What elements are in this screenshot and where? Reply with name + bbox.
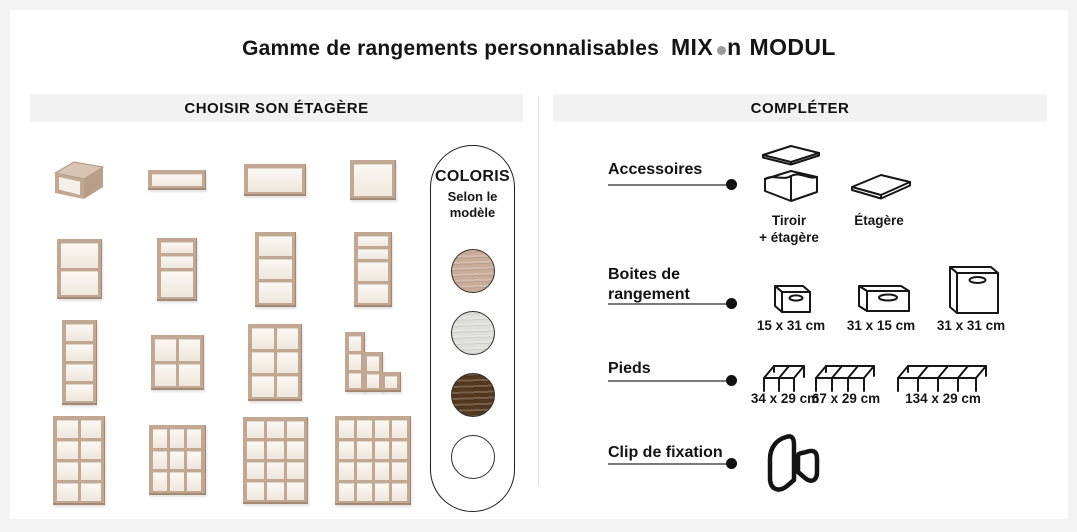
shelf-compartment <box>375 420 390 438</box>
shelf-compartment <box>349 336 361 351</box>
shelf-compartment <box>81 441 102 459</box>
shelf-compartment <box>61 271 98 296</box>
shelf-compartment <box>252 376 274 397</box>
shelf-compartment <box>252 328 274 349</box>
shelf-compartment <box>153 429 167 448</box>
shelf-compartment <box>287 462 304 480</box>
box-31x15-icon <box>853 281 911 315</box>
swatch-light-oak <box>451 249 495 293</box>
shelf-compartment <box>358 249 388 259</box>
shelf-compartment <box>247 462 264 480</box>
shelf-compartment <box>349 354 361 369</box>
shelf-low <box>148 170 206 190</box>
shelf-1x2 <box>57 239 102 299</box>
shelf-compartment <box>61 243 98 268</box>
shelf-compartment <box>170 451 184 470</box>
fixing-clip-leader-line <box>608 463 732 465</box>
shelf-1x2-extra-shelf <box>157 238 197 301</box>
fixing-clip-label: Clip de fixation <box>608 444 723 461</box>
box-15x31-icon <box>770 280 814 316</box>
shelf-compartment <box>287 421 304 439</box>
box-31x31-icon <box>944 263 1000 317</box>
shelf-compartment <box>66 364 93 381</box>
shelf-4x4 <box>335 416 411 505</box>
shelf-compartment <box>57 441 78 459</box>
feet-134x29-icon <box>894 360 990 394</box>
shelf-compartment <box>392 420 407 438</box>
shelf-compartment <box>170 429 184 448</box>
shelf-compartment <box>339 462 354 480</box>
shelf-compartment <box>375 483 390 501</box>
shelf-compartment <box>259 259 292 279</box>
shelf-compartment <box>349 373 361 388</box>
shelf-compartment <box>354 164 392 196</box>
shelf-compartment <box>392 462 407 480</box>
shelf-compartment <box>161 256 193 268</box>
shelf-compartment <box>259 236 292 256</box>
swatch-white <box>451 435 495 479</box>
shelf-compartment <box>81 420 102 438</box>
shelf-compartment <box>187 451 201 470</box>
shelf-compartment <box>357 420 372 438</box>
shelf-compartment <box>339 441 354 459</box>
swatch-dark-walnut <box>451 373 495 417</box>
shelf-2x3 <box>248 324 302 401</box>
feet-label: Pieds <box>608 360 651 377</box>
shelf-compartment <box>247 421 264 439</box>
accessories-label: Accessoires <box>608 161 703 178</box>
feet-34x29-icon <box>760 360 808 394</box>
shelf-3x3 <box>149 425 206 495</box>
shelf-compartment <box>277 352 299 373</box>
shelf-compartment <box>187 429 201 448</box>
cube-angled <box>53 160 105 200</box>
shelf-compartment <box>81 483 102 501</box>
shelf-2x2 <box>151 335 204 390</box>
shelf-compartment <box>392 483 407 501</box>
feet-67x29-icon <box>812 360 878 394</box>
shelf-compartment <box>357 462 372 480</box>
shelf-compartment <box>66 324 93 341</box>
shelf-compartment <box>287 441 304 459</box>
feet-67x29-label: 67 x 29 cm <box>811 391 881 406</box>
shelf-wide <box>244 164 306 196</box>
shelf-1x4 <box>62 320 97 405</box>
shelf-compartment <box>267 462 284 480</box>
shelf-compartment <box>81 462 102 480</box>
shelf-compartment <box>57 420 78 438</box>
shelf-compartment <box>392 441 407 459</box>
shelf-compartment <box>161 242 193 254</box>
shelf-compartment <box>247 441 264 459</box>
shelf-compartment <box>155 364 176 386</box>
shelf-compartment <box>358 262 388 281</box>
brand-modul: MODUL <box>749 34 836 60</box>
shelf-compartment <box>339 420 354 438</box>
card <box>10 10 1068 519</box>
coloris-title: COLORIS <box>435 168 510 185</box>
fixing-clip-icon <box>762 430 820 496</box>
shelf-compartment <box>170 472 184 491</box>
shelf-compartment <box>259 282 292 302</box>
shelf-compartment <box>152 174 202 186</box>
shelf-compartment <box>277 376 299 397</box>
shelf-compartment <box>357 441 372 459</box>
shelf-plank-icon <box>848 170 914 204</box>
title-text: Gamme de rangements personnalisables <box>242 37 659 60</box>
shelf-compartment <box>153 472 167 491</box>
box-31x31-label: 31 x 31 cm <box>936 318 1006 333</box>
shelf-compartment <box>339 483 354 501</box>
brand-mix: MIX <box>670 34 714 60</box>
shelf-compartment <box>247 482 264 500</box>
shelf-compartment <box>287 482 304 500</box>
shelf-compartment <box>277 328 299 349</box>
shelf-compartment <box>179 364 200 386</box>
storage-boxes-leader-line <box>608 303 732 305</box>
shelf-compartment <box>155 339 176 361</box>
box-15x31-label: 15 x 31 cm <box>756 318 826 333</box>
cube-single <box>350 160 396 200</box>
coloris-swatches <box>451 249 495 479</box>
shelf-staircase <box>345 332 402 392</box>
shelf-compartment <box>187 472 201 491</box>
shelf-1x3 <box>255 232 296 307</box>
coloris-subtitle: Selon le modèle <box>447 189 498 220</box>
shelf-plank-label: Étagère <box>854 213 904 228</box>
feet-134x29-label: 134 x 29 cm <box>905 391 981 406</box>
feet-34x29-label: 34 x 29 cm <box>750 391 820 406</box>
drawer-plus-shelf-label: Tiroir + étagère <box>759 213 819 245</box>
drawer-plus-shelf-icon <box>755 143 825 205</box>
accessories-leader-line <box>608 184 732 186</box>
shelf-compartment <box>66 344 93 361</box>
brand-logo <box>671 34 836 61</box>
page-title <box>10 34 1068 61</box>
shelf-compartment <box>267 421 284 439</box>
shelf-compartment <box>57 483 78 501</box>
shelf-compartment <box>267 441 284 459</box>
swatch-whitewashed-wood <box>451 311 495 355</box>
shelf-compartment <box>252 352 274 373</box>
brand-dot-icon <box>717 46 726 55</box>
box-31x15-label: 31 x 15 cm <box>846 318 916 333</box>
shelf-compartment <box>161 271 193 297</box>
shelf-compartment <box>267 482 284 500</box>
shelf-2x4 <box>53 416 105 505</box>
shelf-compartment <box>153 451 167 470</box>
shelf-compartment <box>367 356 379 371</box>
shelf-compartment <box>385 376 397 388</box>
panel-divider <box>538 96 539 486</box>
right-panel-header: COMPLÉTER <box>553 94 1047 122</box>
shelf-grid <box>30 138 422 512</box>
shelf-compartment <box>358 236 388 246</box>
shelf-compartment <box>367 374 379 389</box>
shelf-1x3-extra-shelf <box>354 232 392 307</box>
shelf-compartment <box>357 483 372 501</box>
coloris-pill <box>430 145 515 512</box>
shelf-compartment <box>57 462 78 480</box>
shelf-compartment <box>248 168 302 192</box>
left-panel-header: CHOISIR SON ÉTAGÈRE <box>30 94 523 122</box>
shelf-compartment <box>375 462 390 480</box>
shelf-compartment <box>66 384 93 401</box>
shelf-compartment <box>358 284 388 303</box>
shelf-compartment <box>179 339 200 361</box>
shelf-compartment <box>375 441 390 459</box>
shelf-3x4 <box>243 417 308 504</box>
storage-boxes-label: Boites de rangement <box>608 266 690 303</box>
feet-leader-line <box>608 380 732 382</box>
brand-n: n <box>727 34 742 60</box>
